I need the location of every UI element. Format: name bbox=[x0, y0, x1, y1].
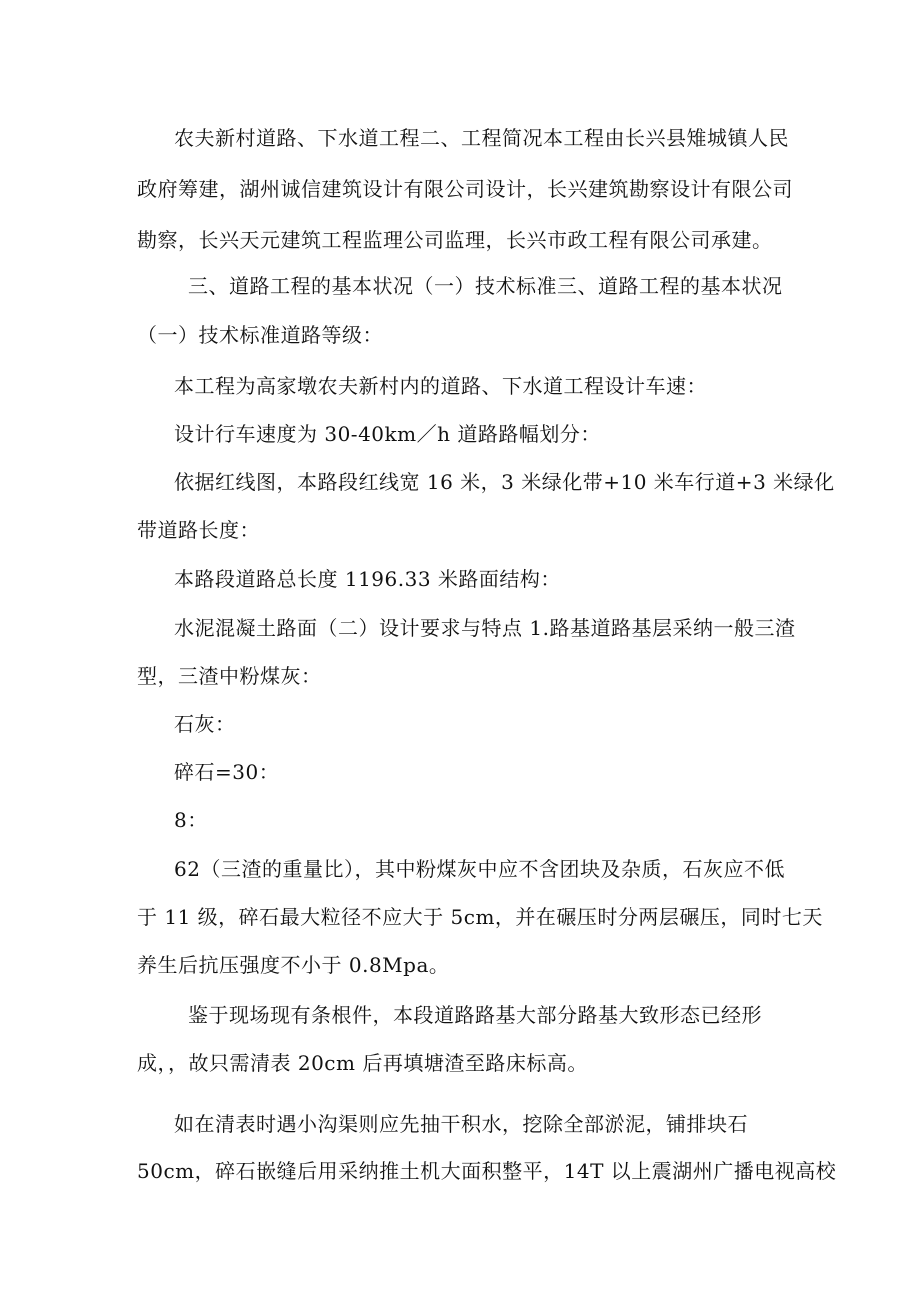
paragraph-line: 农夫新村道路、下水道工程二、工程简况本工程由长兴县雉城镇人民 bbox=[174, 126, 789, 150]
paragraph-line: 依据红线图，本路段红线宽 16 米，3 米绿化带+10 米车行道+3 米绿化 bbox=[174, 470, 835, 494]
paragraph-line: 勘察，长兴天元建筑工程监理公司监理，长兴市政工程有限公司承建。 bbox=[137, 228, 773, 252]
paragraph-line: 成，，故只需清表 20cm 后再填塘渣至路床标高。 bbox=[137, 1051, 588, 1075]
paragraph-line: （一）技术标准道路等级： bbox=[137, 323, 383, 347]
paragraph-line: 本路段道路总长度 1196.33 米路面结构： bbox=[174, 567, 561, 591]
paragraph-line: 62（三渣的重量比），其中粉煤灰中应不含团块及杂质，石灰应不低 bbox=[174, 857, 785, 881]
paragraph-line: 50cm，碎石嵌缝后用采纳推土机大面积整平，14T 以上震湖州广播电视高校 bbox=[137, 1159, 837, 1183]
paragraph-line: 本工程为高家墩农夫新村内的道路、下水道工程设计车速： bbox=[174, 374, 707, 398]
paragraph-line: 型，三渣中粉煤灰： bbox=[137, 664, 322, 688]
paragraph-line: 带道路长度： bbox=[137, 518, 260, 542]
paragraph-line: 于 11 级，碎石最大粒径不应大于 5cm，并在碾压时分两层碾压，同时七天 bbox=[137, 905, 823, 929]
paragraph-line: 鉴于现场现有条根件，本段道路路基大部分路基大致形态已经形 bbox=[188, 1003, 762, 1027]
paragraph-line: 设计行车速度为 30-40km／h 道路路幅划分： bbox=[174, 422, 601, 446]
paragraph-line: 三、道路工程的基本状况（一）技术标准三、道路工程的基本状况 bbox=[188, 274, 783, 298]
paragraph-line: 如在清表时遇小沟渠则应先抽干积水，挖除全部淤泥，铺排块石 bbox=[174, 1112, 748, 1136]
paragraph-line: 养生后抗压强度不小于 0.8Mpa。 bbox=[137, 953, 450, 977]
paragraph-line: 碎石=30： bbox=[174, 760, 280, 784]
paragraph-line: 政府筹建，湖州诚信建筑设计有限公司设计，长兴建筑勘察设计有限公司 bbox=[137, 177, 793, 201]
paragraph-line: 水泥混凝土路面（二）设计要求与特点 1.路基道路基层采纳一般三渣 bbox=[174, 616, 796, 640]
paragraph-line: 8： bbox=[174, 808, 208, 832]
paragraph-line: 石灰： bbox=[174, 712, 236, 736]
